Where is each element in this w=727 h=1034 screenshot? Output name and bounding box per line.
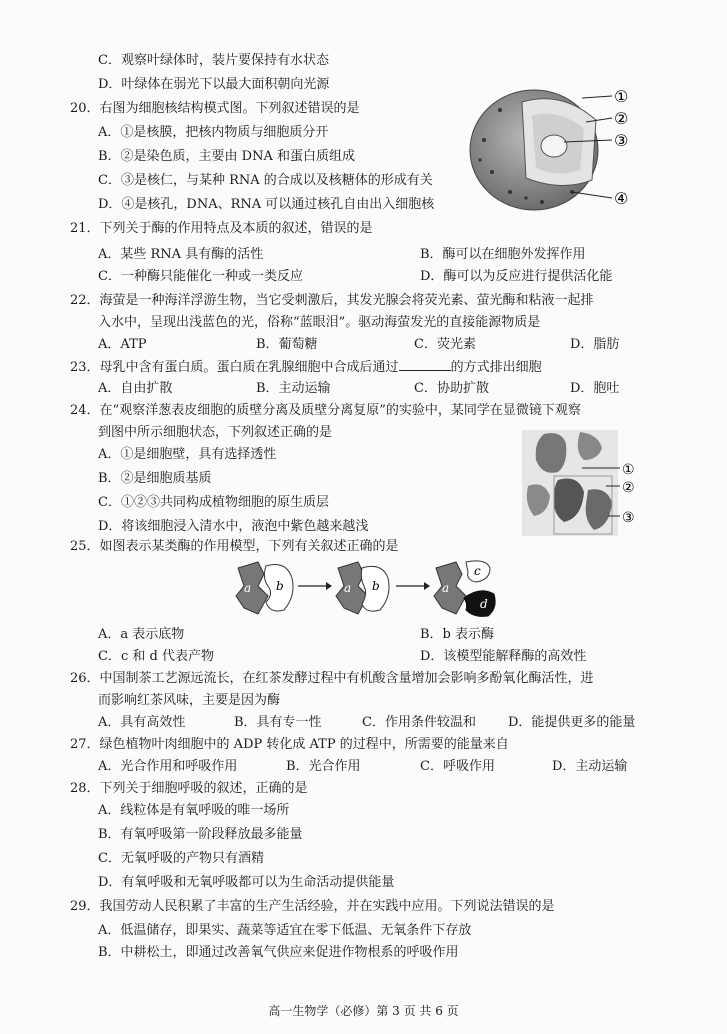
- q19-option-c: C．观察叶绿体时，装片要保持有水状态: [98, 53, 329, 68]
- micrograph-label-1: ①: [622, 462, 635, 478]
- micrograph-label-2: ②: [622, 480, 635, 496]
- fig-label-b1: b: [276, 579, 284, 593]
- q24-option-b: B．②是细胞质基质: [98, 471, 212, 486]
- q22-stem-line1: [70, 292, 594, 310]
- nuclear-pore: [498, 108, 502, 112]
- q21-option-d: D．酶可以为反应进行提供活化能: [420, 269, 613, 284]
- q23-answer-blank: [399, 358, 451, 371]
- q24-number: 24．: [70, 403, 100, 418]
- q29-number: 29．: [70, 899, 100, 914]
- q28-option-b: B．有氧呼吸第一阶段释放最多能量: [98, 827, 303, 842]
- nucleus-label-4: ④: [614, 189, 629, 208]
- q20-number: 20．: [70, 101, 100, 116]
- enzyme-shape-a: [434, 562, 466, 614]
- plasmolysis-micrograph: [522, 430, 644, 536]
- q25-option-b: B．b 表示酶: [420, 627, 495, 642]
- q24-option-a: A．①是细胞壁，具有选择透性: [98, 447, 277, 462]
- q25-option-c: C．c 和 d 代表产物: [98, 649, 214, 664]
- q23-option-a: A．自由扩散: [98, 381, 173, 396]
- q29-stem: [70, 898, 555, 916]
- fig-label-a1: a: [244, 581, 252, 595]
- fig-label-b2: b: [372, 579, 380, 593]
- q26-option-b: B．具有专一性: [234, 715, 322, 730]
- q26-stem-line2: 而影响红茶风味，主要是因为酶: [98, 693, 281, 708]
- nucleus-label-3: ③: [614, 131, 629, 150]
- q20-option-a: A．①是核膜，把核内物质与细胞质分开: [98, 125, 329, 140]
- q25-number: 25．: [70, 539, 100, 554]
- q21-option-c: C．一种酶只能催化一种或一类反应: [98, 269, 303, 284]
- q19-option-d: D．叶绿体在弱光下以最大面积朝向光源: [98, 77, 330, 92]
- q25-stem-text: 如图表示某类酶的作用模型，下列有关叙述正确的是: [99, 539, 399, 554]
- q28-option-a: A．线粒体是有氧呼吸的唯一场所: [98, 803, 290, 818]
- q22-option-b: B．葡萄糖: [256, 337, 318, 352]
- arrow-2-head: [424, 582, 430, 590]
- q20-option-d: D．④是核孔，DNA、RNA 可以通过核孔自由出入细胞核: [98, 197, 435, 212]
- label-line-1: [582, 96, 612, 98]
- q26-option-a: A．具有高效性: [98, 715, 186, 730]
- q26-option-c: C．作用条件较温和: [362, 715, 476, 730]
- q26-stem-text1: 中国制茶工艺源远流长，在红茶发酵过程中有机酸含量增加会影响多酚氧化酶活性，进: [99, 671, 594, 686]
- q27-option-d: D．主动运输: [552, 759, 628, 774]
- nucleus-figure: [462, 80, 646, 216]
- fig-label-d: d: [480, 597, 488, 611]
- q28-number: 28．: [70, 781, 100, 796]
- q27-stem-text: 绿色植物叶肉细胞中的 ADP 转化成 ATP 的过程中，所需要的能量来自: [99, 737, 509, 752]
- enzyme-model-figure: [228, 556, 528, 622]
- q29-option-b: B．中耕松土，即通过改善氧气供应来促进作物根系的呼吸作用: [98, 945, 459, 960]
- q23-option-d: D．胞吐: [570, 381, 620, 396]
- nucleolus: [541, 135, 567, 157]
- nuclear-pore: [540, 200, 544, 204]
- q20-stem-text: 右图为细胞核结构模式图。下列叙述错误的是: [99, 101, 360, 116]
- nuclear-pore: [482, 138, 486, 142]
- nuclear-pore: [524, 196, 527, 199]
- q22-stem-line2: 入水中，呈现出浅蓝色的光，俗称“蓝眼泪”。驱动海萤发光的直接能源物质是: [98, 315, 541, 330]
- q25-option-d: D．该模型能解释酶的高效性: [420, 649, 587, 664]
- q22-number: 22．: [70, 293, 100, 308]
- nuclear-pore: [508, 190, 512, 194]
- q20-option-c: C．③是核仁，与某种 RNA 的合成以及核糖体的形成有关: [98, 173, 433, 188]
- q21-option-b: B．酶可以在细胞外发挥作用: [420, 247, 586, 262]
- fig-label-a2: a: [344, 581, 352, 595]
- q27-option-c: C．呼吸作用: [420, 759, 495, 774]
- q24-stem-text1: 在“观察洋葱表皮细胞的质壁分离及质壁分离复原”的实验中，某同学在显微镜下观察: [99, 403, 581, 418]
- enzyme-shape-a: [236, 562, 268, 614]
- q25-option-a: A．a 表示底物: [98, 627, 185, 642]
- nuclear-pore: [490, 170, 494, 174]
- nuclear-pore: [478, 158, 481, 161]
- label-line-4: [572, 192, 612, 198]
- q20-option-b: B．②是染色质，主要由 DNA 和蛋白质组成: [98, 149, 356, 164]
- cell-shape: [536, 433, 567, 473]
- q21-option-a: A．某些 RNA 具有酶的活性: [98, 247, 264, 262]
- arrow-1-head: [326, 582, 332, 590]
- q22-option-a: A．ATP: [98, 337, 147, 352]
- q22-option-c: C．荧光素: [414, 337, 476, 352]
- q27-stem: [70, 736, 509, 754]
- q26-stem-line1: [70, 670, 594, 688]
- q23-option-c: C．协助扩散: [414, 381, 489, 396]
- q28-option-d: D．有氧呼吸和无氧呼吸都可以为生命活动提供能量: [98, 875, 395, 890]
- q22-stem-text1: 海萤是一种海洋浮游生物，当它受刺激后，其发光腺会将荧光素、萤光酶和粘液一起排: [99, 293, 594, 308]
- q27-number: 27．: [70, 737, 100, 752]
- q20-stem: [70, 100, 360, 118]
- q23-stem-pre: 母乳中含有蛋白质。蛋白质在乳腺细胞中合成后通过: [99, 360, 399, 375]
- fig-label-a3: a: [442, 581, 450, 595]
- fig-label-c: c: [474, 564, 481, 578]
- q24-option-d: D．将该细胞浸入清水中，液泡中紫色越来越浅: [98, 519, 369, 534]
- q23-stem-post: 的方式排出细胞: [450, 360, 542, 375]
- micrograph-label-3: ③: [622, 510, 635, 526]
- nucleus-label-2: ②: [614, 109, 629, 128]
- q26-option-d: D．能提供更多的能量: [508, 715, 636, 730]
- q28-option-c: C．无氧呼吸的产物只有酒精: [98, 851, 264, 866]
- q24-stem-line1: [70, 402, 581, 420]
- q29-stem-text: 我国劳动人民积累了丰富的生产生活经验，并在实践中应用。下列说法错误的是: [99, 899, 555, 914]
- q28-stem-text: 下列关于细胞呼吸的叙述，正确的是: [99, 781, 308, 796]
- page-footer: 高一生物学（必修）第 3 页 共 6 页: [268, 1004, 459, 1018]
- q23-option-b: B．主动运输: [256, 381, 331, 396]
- q24-option-c: C．①②③共同构成植物细胞的原生质层: [98, 495, 329, 510]
- nucleus-label-1: ①: [614, 87, 629, 106]
- q23-number: 23．: [70, 360, 100, 375]
- q24-stem-line2: 到图中所示细胞状态，下列叙述正确的是: [98, 425, 333, 440]
- q29-option-a: A．低温储存，即果实、蔬菜等适宜在零下低温、无氧条件下存放: [98, 923, 472, 938]
- q25-stem: [70, 538, 399, 556]
- q23-stem: [70, 358, 542, 377]
- q28-stem: [70, 780, 308, 798]
- q21-stem: [70, 220, 373, 238]
- q27-option-a: A．光合作用和呼吸作用: [98, 759, 238, 774]
- q22-option-d: D．脂肪: [570, 337, 620, 352]
- q21-stem-text: 下列关于酶的作用特点及本质的叙述，错误的是: [99, 221, 373, 236]
- q21-number: 21．: [70, 221, 100, 236]
- q27-option-b: B．光合作用: [286, 759, 361, 774]
- q26-number: 26．: [70, 671, 100, 686]
